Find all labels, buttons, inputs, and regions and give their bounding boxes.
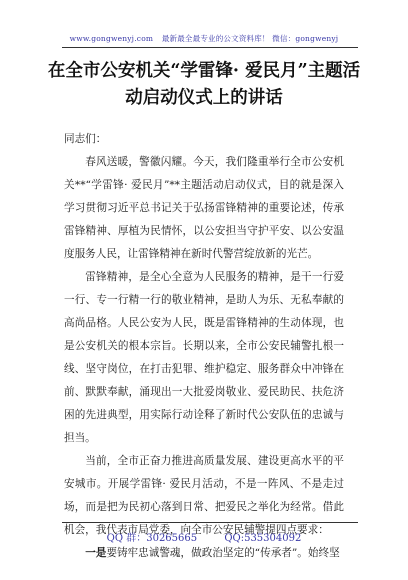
paragraph-4-text: 要铸牢忠诚警魂，做政治坚定的“传承者”。始终坚 bbox=[106, 547, 340, 559]
paragraph-4-lead: 一是 bbox=[85, 547, 107, 559]
header-wechat: 微信：gongwenyj bbox=[272, 34, 339, 43]
paragraph-4 bbox=[64, 542, 344, 565]
document-title: 在全市公安机关“学雷锋· 爱民月”主题活动启动仪式上的讲话 bbox=[47, 61, 361, 108]
header-slogan: 最新最全最专业的公文资料库！ bbox=[161, 34, 270, 43]
footer-qq-contact: QQ:535304092 bbox=[224, 533, 302, 544]
page-header bbox=[0, 33, 408, 44]
header-divider bbox=[62, 47, 358, 48]
footer-divider bbox=[62, 522, 358, 523]
header-site-link[interactable]: www.gongwenyj.com bbox=[69, 34, 154, 43]
document-body bbox=[64, 128, 344, 565]
paragraph-3: 当前，全市正奋力推进高质量发展、建设更高水平的平安城市。开展学雷锋· 爱民月活动，不是一阵风、不是走过场，而是把为民初心落到日常、把爱民之举化为经常。借此机会，我代表市局党委，向全市公安民辅警提四点要求： bbox=[64, 455, 344, 536]
paragraph-1: 春风送暖，警徽闪耀。今天，我们隆重举行全市公安机关**“学雷锋· 爱民月”**主题活动启动仪式，目的就是深入学习贯彻习近平总书记关于弘扬雷锋精神的重要论述，传承雷锋精神、厚植为民情怀，以公安担当守护平安、以公安温度服务人民，让雷锋精神在新时代警营绽放新的光芒。 bbox=[64, 156, 344, 260]
salutation: 同志们： bbox=[64, 133, 107, 145]
footer-qq-group: QQ 群：30265665 bbox=[106, 533, 198, 544]
page-footer bbox=[0, 529, 408, 544]
paragraph-2: 雷锋精神，是全心全意为人民服务的精神，是干一行爱一行、专一行精一行的敬业精神，是助人为乐、无私奉献的高尚品格。人民公安为人民，既是雷锋精神的生动体现，也是公安机关的根本宗旨。长期以来，全市公安民辅警扎根一线、坚守岗位，在打击犯罪、维护稳定、服务群众中冲锋在前、默默奉献，涌现出一大批爱岗敬业、爱民助民、扶危济困的先进典型，用实际行动诠释了新时代公安队伍的忠诚与担当。 bbox=[64, 271, 344, 444]
